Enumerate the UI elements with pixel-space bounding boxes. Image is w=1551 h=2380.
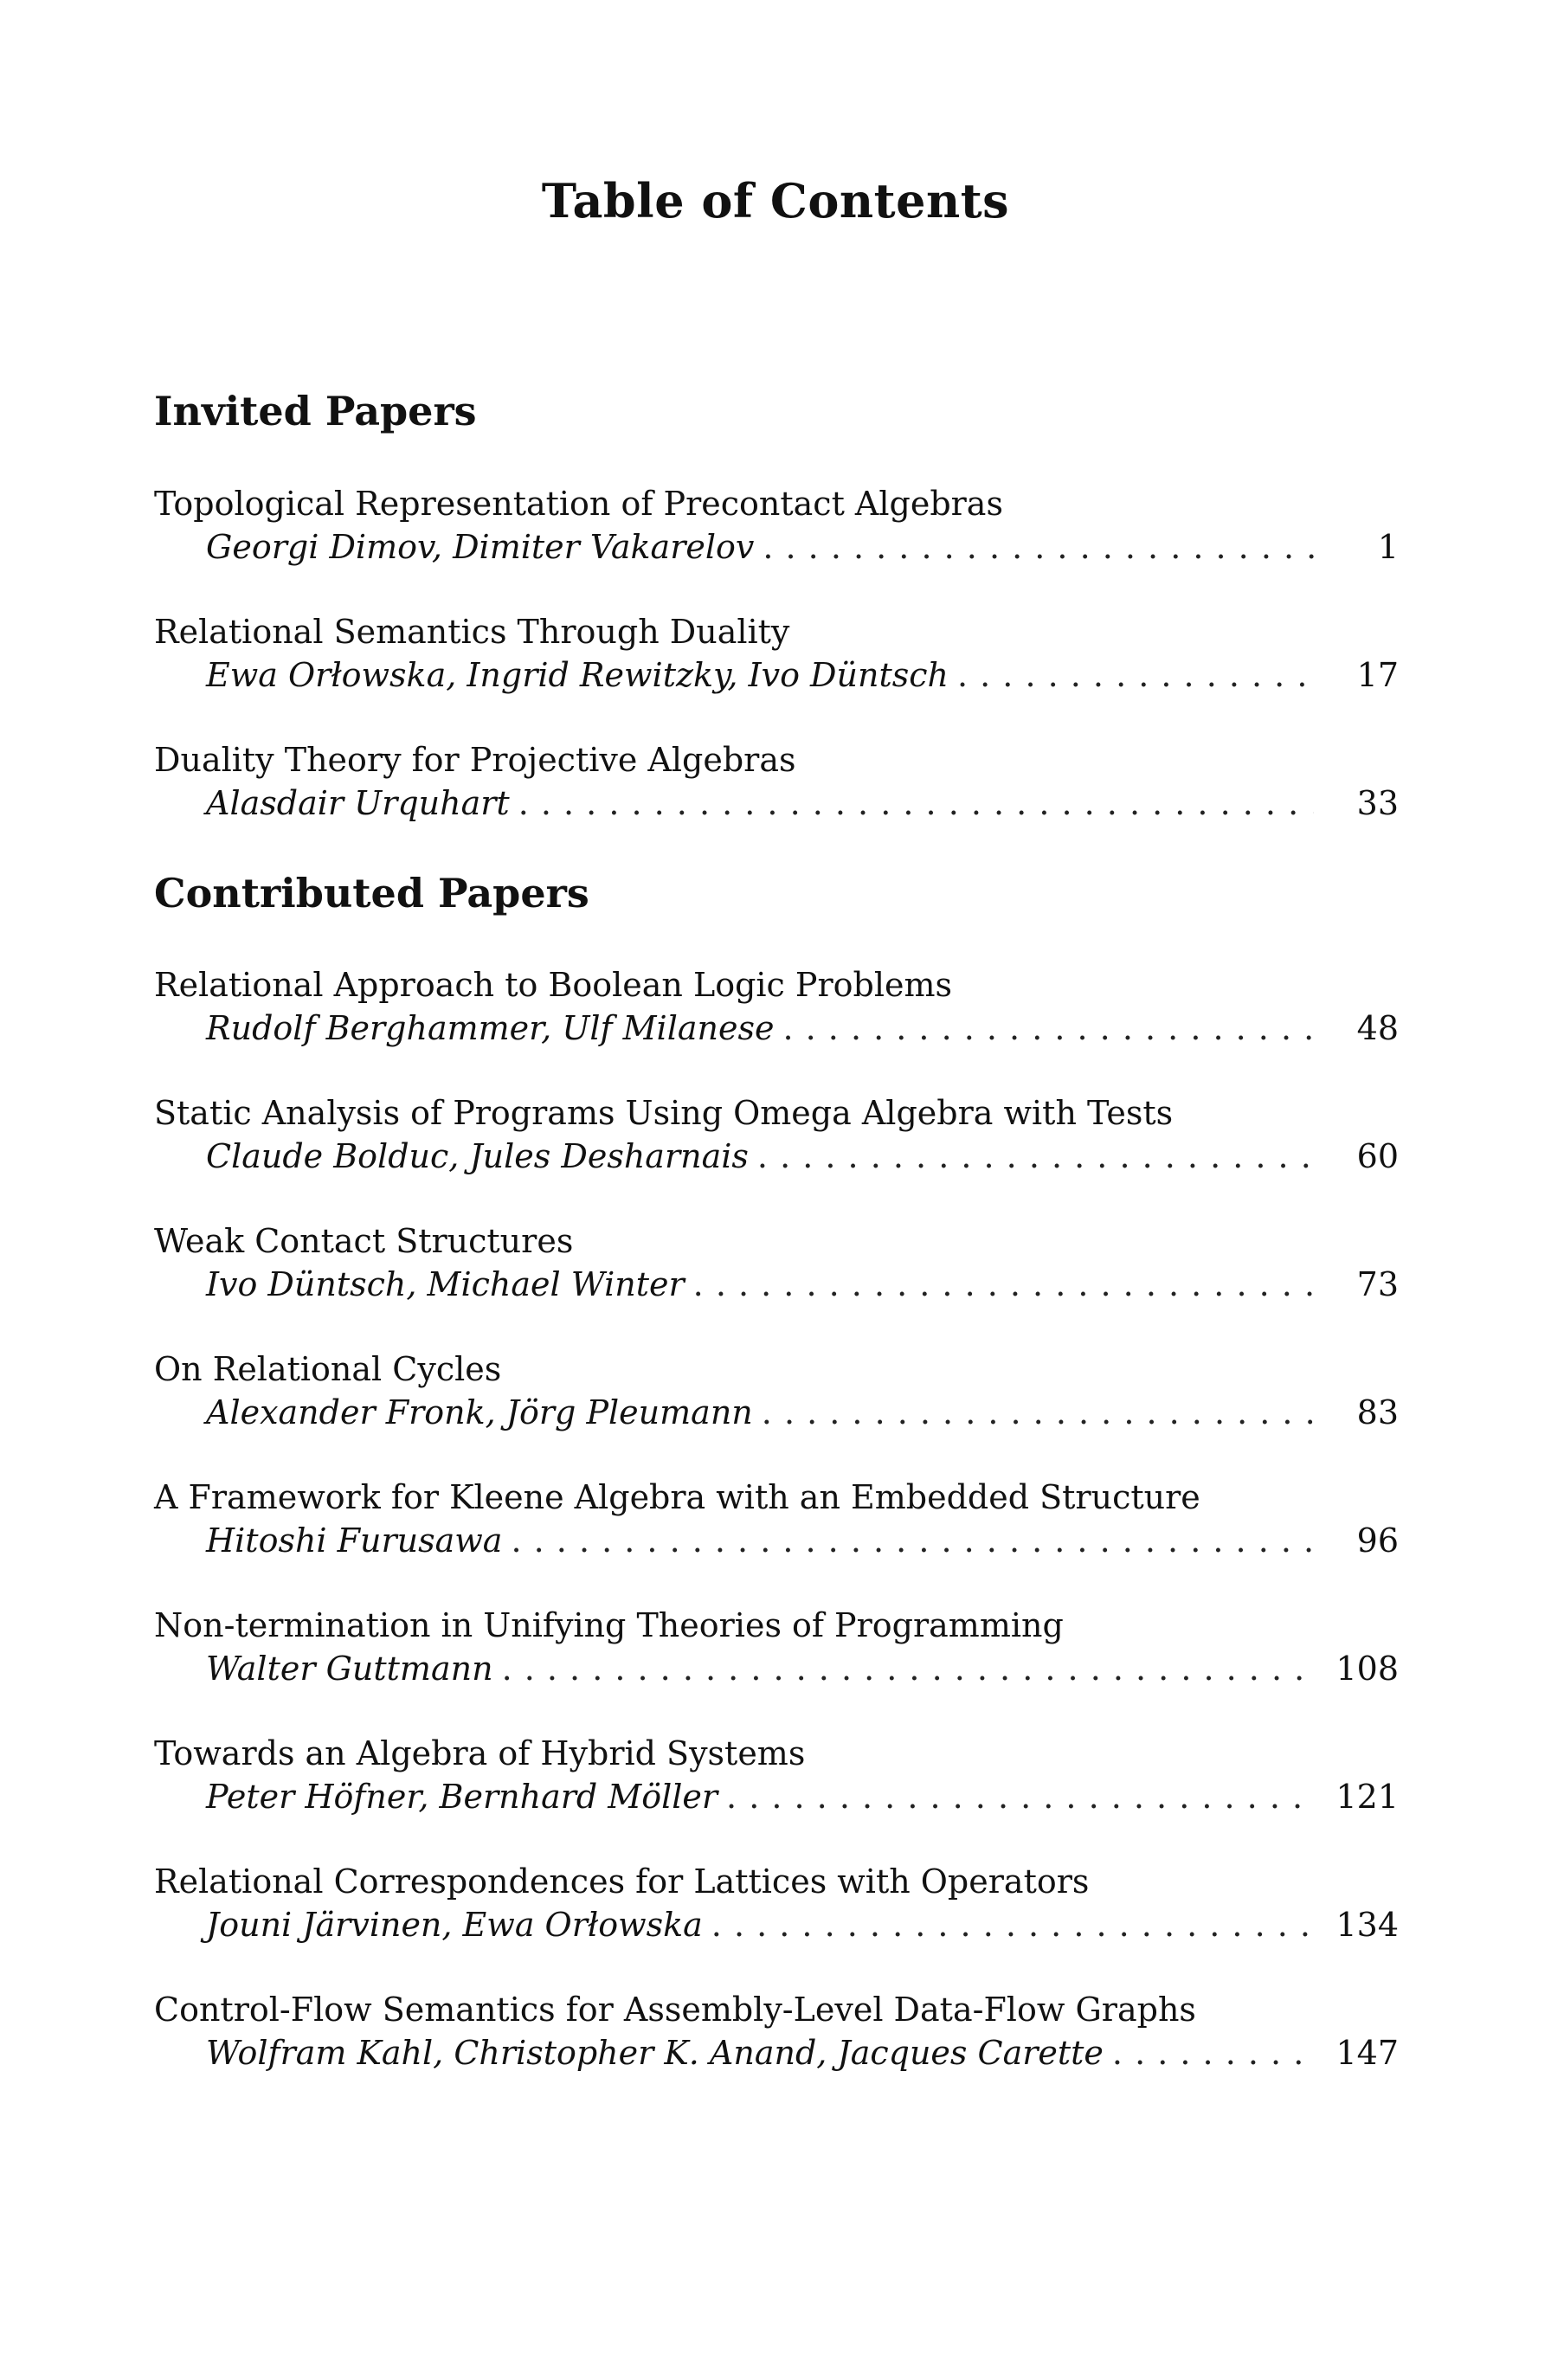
entry-authors: Georgi Dimov, Dimiter Vakarelov [206,527,755,566]
toc-entry[interactable] [154,610,1399,697]
dot-leader [518,782,1314,825]
entry-authors-line [154,1647,1399,1690]
entry-authors-line [154,1391,1399,1434]
entry-authors: Walter Guttmann [206,1650,493,1689]
entry-title: Static Analysis of Programs Using Omega Algebra with Tests [154,1094,1174,1133]
entry-authors-line [154,782,1399,825]
toc-entry[interactable] [154,1476,1399,1562]
entry-authors-line [154,1007,1399,1050]
entry-title: Non-termination in Unifying Theories of Programming [154,1606,1064,1645]
entry-page-number: 60 [1356,1137,1399,1176]
entry-page-number: 147 [1335,2034,1399,2073]
entry-authors-line [154,525,1399,569]
entry-title: Duality Theory for Projective Algebras [154,740,796,779]
entry-page-number: 134 [1335,1906,1399,1945]
toc-entry[interactable] [154,738,1399,825]
toc-entry[interactable] [154,482,1399,569]
section-heading: Contributed Papers [154,869,589,917]
dot-leader [711,1903,1314,1946]
toc-entry[interactable] [154,963,1399,1050]
entry-title: Towards an Algebra of Hybrid Systems [154,1734,806,1773]
entry-authors-line [154,1903,1399,1946]
entry-authors: Rudolf Berghammer, Ulf Milanese [206,1009,775,1048]
toc-entry[interactable] [154,1219,1399,1306]
entry-title: Relational Approach to Boolean Logic Problems [154,966,953,1005]
entry-page-number: 121 [1335,1778,1399,1817]
entry-authors-line [154,1135,1399,1178]
entry-title: A Framework for Kleene Algebra with an Embedded Structure [154,1478,1200,1517]
toc-entry[interactable] [154,1732,1399,1818]
entry-authors: Peter Höfner, Bernhard Möller [206,1778,718,1817]
entry-authors: Alasdair Urquhart [206,783,510,822]
toc-entry[interactable] [154,1988,1399,2074]
entry-authors-line [154,1263,1399,1306]
dot-leader [763,525,1314,569]
toc-entry[interactable] [154,1091,1399,1178]
section-heading: Invited Papers [154,388,477,434]
toc-content [154,389,1399,2116]
entry-authors: Ivo Düntsch, Michael Winter [206,1265,685,1304]
entry-page-number: 96 [1356,1521,1399,1560]
entry-page-number: 48 [1356,1009,1399,1048]
section-invited-papers [154,389,1399,825]
entry-authors: Wolfram Kahl, Christopher K. Anand, Jacques Carette [206,2034,1104,2073]
dot-leader [757,1135,1314,1178]
entry-title: Relational Correspondences for Lattices with Operators [154,1862,1090,1901]
dot-leader [693,1263,1314,1306]
entry-authors: Jouni Järvinen, Ewa Orłowska [206,1906,703,1945]
entry-title: Weak Contact Structures [154,1222,574,1261]
toc-entry[interactable] [154,1604,1399,1690]
entry-authors: Alexander Fronk, Jörg Pleumann [206,1393,753,1432]
toc-entry[interactable] [154,1860,1399,1946]
entry-title: Topological Representation of Precontact Algebras [154,484,1003,523]
entry-page-number: 33 [1356,783,1399,822]
dot-leader [502,1647,1314,1690]
entry-page-number: 73 [1356,1265,1399,1304]
entry-title: On Relational Cycles [154,1350,502,1389]
toc-entry[interactable] [154,1348,1399,1434]
dot-leader [1112,2031,1314,2074]
dot-leader [782,1007,1314,1050]
entry-page-number: 1 [1377,527,1399,566]
entry-page-number: 83 [1356,1393,1399,1432]
entry-authors-line [154,2031,1399,2074]
entry-title: Relational Semantics Through Duality [154,612,790,651]
entry-authors-line [154,1519,1399,1562]
entry-page-number: 17 [1356,655,1399,694]
entry-title: Control-Flow Semantics for Assembly-Level Data-Flow Graphs [154,1991,1196,2029]
entry-authors-line [154,653,1399,697]
dot-leader [726,1775,1314,1818]
dot-leader [511,1519,1314,1562]
section-contributed-papers [154,869,1399,2075]
entry-authors-line [154,1775,1399,1818]
entry-authors: Claude Bolduc, Jules Desharnais [206,1137,749,1176]
entry-page-number: 108 [1335,1650,1399,1689]
entry-authors: Ewa Orłowska, Ingrid Rewitzky, Ivo Düntsch [206,655,949,694]
dot-leader [762,1391,1314,1434]
page-title: Table of Contents [541,173,1010,228]
dot-leader [957,653,1314,697]
entry-authors: Hitoshi Furusawa [206,1521,503,1560]
